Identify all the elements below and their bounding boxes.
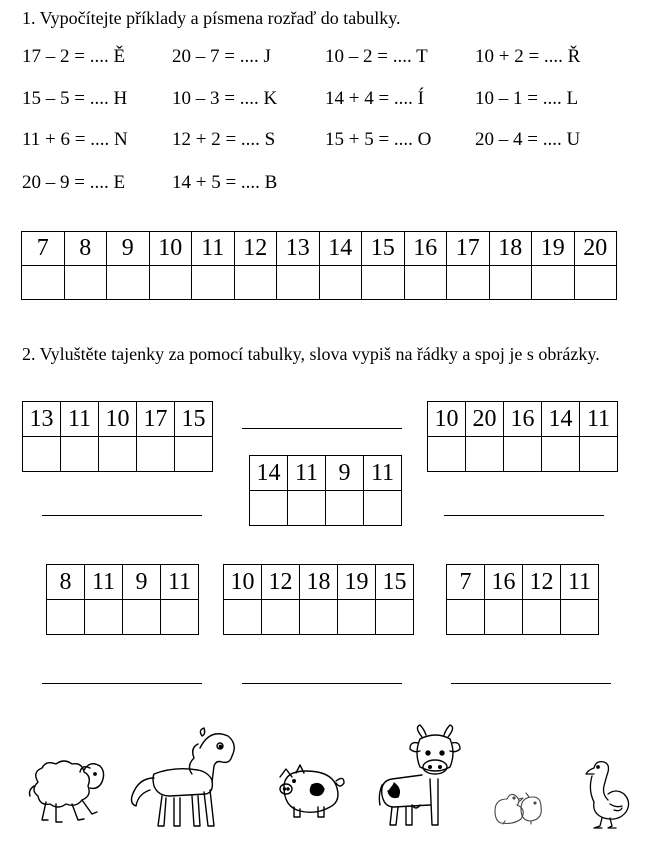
letter-cell[interactable] <box>234 266 277 300</box>
example: 15 – 5 = .... H <box>22 88 128 109</box>
example: 14 + 5 = .... B <box>172 172 278 193</box>
letter-cell[interactable] <box>489 266 532 300</box>
key-number: 10 <box>149 232 192 266</box>
letter-cell[interactable] <box>149 266 192 300</box>
puzzle-letter-cell[interactable] <box>504 437 542 472</box>
letter-cell[interactable] <box>192 266 235 300</box>
puzzle-letter-cell[interactable] <box>123 600 161 635</box>
puzzle-letter-cell[interactable] <box>250 491 288 526</box>
key-table <box>21 231 617 300</box>
lamb-picture[interactable] <box>24 750 106 830</box>
answer-line[interactable] <box>242 428 402 429</box>
key-number: 18 <box>489 232 532 266</box>
key-number: 20 <box>574 232 617 266</box>
puzzle-letter-cell[interactable] <box>485 600 523 635</box>
puzzle-letter-cell[interactable] <box>47 600 85 635</box>
puzzle-number: 11 <box>561 565 599 600</box>
puzzle-number: 17 <box>137 402 175 437</box>
task1-title: 1. Vypočítejte příklady a písmena rozřaď do tabulky. <box>22 8 401 28</box>
example: 14 + 4 = .... Í <box>325 88 425 109</box>
puzzle-letter-cell[interactable] <box>523 600 561 635</box>
example: 20 – 9 = .... E <box>22 172 126 193</box>
key-number: 13 <box>277 232 320 266</box>
key-number: 12 <box>234 232 277 266</box>
puzzle-number: 13 <box>23 402 61 437</box>
puzzle-grid <box>46 564 199 635</box>
puzzle-number: 14 <box>542 402 580 437</box>
puzzle-letter-cell[interactable] <box>99 437 137 472</box>
puzzle-letter-cell[interactable] <box>85 600 123 635</box>
puzzle-number: 11 <box>85 565 123 600</box>
key-number: 19 <box>532 232 575 266</box>
answer-line[interactable] <box>42 515 202 516</box>
puzzle-number: 15 <box>175 402 213 437</box>
puzzle-letter-cell[interactable] <box>300 600 338 635</box>
puzzle-letter-cell[interactable] <box>580 437 618 472</box>
letter-cell[interactable] <box>277 266 320 300</box>
puzzle-letter-cell[interactable] <box>542 437 580 472</box>
puzzle-letter-cell[interactable] <box>338 600 376 635</box>
letter-cell[interactable] <box>532 266 575 300</box>
puzzle-letter-cell[interactable] <box>61 437 99 472</box>
puzzle-number: 7 <box>447 565 485 600</box>
answer-line[interactable] <box>242 683 402 684</box>
puzzle-letter-cell[interactable] <box>262 600 300 635</box>
puzzle-letter-cell[interactable] <box>376 600 414 635</box>
letter-cell[interactable] <box>574 266 617 300</box>
key-number: 16 <box>404 232 447 266</box>
puzzle-number: 16 <box>485 565 523 600</box>
letter-cell[interactable] <box>107 266 150 300</box>
letter-cell[interactable] <box>319 266 362 300</box>
key-number: 11 <box>192 232 235 266</box>
puzzle-grid <box>249 455 402 526</box>
puzzle-number: 10 <box>99 402 137 437</box>
key-number: 7 <box>22 232 65 266</box>
pig-picture[interactable] <box>272 763 350 821</box>
puzzle-number: 15 <box>376 565 414 600</box>
horse-picture[interactable] <box>128 726 240 832</box>
puzzle-number: 20 <box>466 402 504 437</box>
letter-cell[interactable] <box>362 266 405 300</box>
puzzle-letter-cell[interactable] <box>137 437 175 472</box>
puzzle-number: 19 <box>338 565 376 600</box>
puzzle-letter-cell[interactable] <box>364 491 402 526</box>
puzzle-letter-cell[interactable] <box>561 600 599 635</box>
key-number: 9 <box>107 232 150 266</box>
example: 10 – 3 = .... K <box>172 88 278 109</box>
example: 10 – 1 = .... L <box>475 88 579 109</box>
example: 20 – 7 = .... J <box>172 46 271 67</box>
puzzle-number: 11 <box>580 402 618 437</box>
puzzle-number: 12 <box>523 565 561 600</box>
example: 10 + 2 = .... Ř <box>475 46 581 67</box>
puzzle-letter-cell[interactable] <box>428 437 466 472</box>
puzzle-number: 11 <box>161 565 199 600</box>
letter-cell[interactable] <box>22 266 65 300</box>
puzzle-number: 10 <box>428 402 466 437</box>
example: 11 + 6 = .... N <box>22 129 128 150</box>
key-number: 15 <box>362 232 405 266</box>
puzzle-number: 11 <box>61 402 99 437</box>
puzzle-letter-cell[interactable] <box>23 437 61 472</box>
puzzle-letter-cell[interactable] <box>224 600 262 635</box>
answer-line[interactable] <box>451 683 611 684</box>
answer-line[interactable] <box>42 683 202 684</box>
puzzle-letter-cell[interactable] <box>288 491 326 526</box>
key-number: 14 <box>319 232 362 266</box>
chicks-picture[interactable] <box>491 787 545 825</box>
example: 12 + 2 = .... S <box>172 129 276 150</box>
puzzle-number: 16 <box>504 402 542 437</box>
puzzle-letter-cell[interactable] <box>175 437 213 472</box>
puzzle-letter-cell[interactable] <box>466 437 504 472</box>
puzzle-number: 11 <box>364 456 402 491</box>
goose-picture[interactable] <box>578 760 632 830</box>
answer-line[interactable] <box>444 515 604 516</box>
puzzle-letter-cell[interactable] <box>326 491 364 526</box>
key-number: 8 <box>64 232 107 266</box>
puzzle-number: 18 <box>300 565 338 600</box>
example: 20 – 4 = .... U <box>475 129 581 150</box>
letter-cell[interactable] <box>64 266 107 300</box>
puzzle-number: 9 <box>123 565 161 600</box>
letter-cell[interactable] <box>404 266 447 300</box>
puzzle-letter-cell[interactable] <box>447 600 485 635</box>
puzzle-letter-cell[interactable] <box>161 600 199 635</box>
puzzle-grid <box>223 564 414 635</box>
puzzle-number: 10 <box>224 565 262 600</box>
puzzle-number: 8 <box>47 565 85 600</box>
letter-cell[interactable] <box>447 266 490 300</box>
example: 15 + 5 = .... O <box>325 129 432 150</box>
task2-title: 2. Vyluštěte tajenky za pomocí tabulky, slova vypiš na řádky a spoj je s obrázky. <box>22 344 600 364</box>
example: 17 – 2 = .... Ě <box>22 46 126 67</box>
puzzle-grid <box>446 564 599 635</box>
key-number: 17 <box>447 232 490 266</box>
puzzle-number: 12 <box>262 565 300 600</box>
example: 10 – 2 = .... T <box>325 46 428 67</box>
puzzle-grid <box>22 401 213 472</box>
puzzle-grid <box>427 401 618 472</box>
cow-picture[interactable] <box>378 723 464 829</box>
puzzle-number: 9 <box>326 456 364 491</box>
puzzle-number: 11 <box>288 456 326 491</box>
puzzle-number: 14 <box>250 456 288 491</box>
